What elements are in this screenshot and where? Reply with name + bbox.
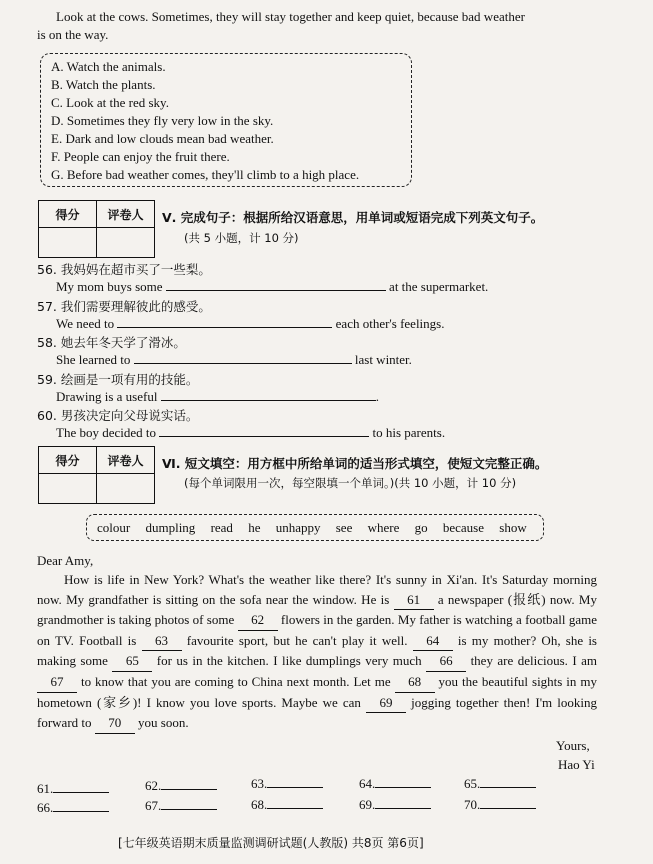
- section-6-title: Ⅵ. 短文填空：用方框中所给单词的适当形式填空，使短文完整正确。: [162, 456, 548, 471]
- answer-line[interactable]: [480, 776, 536, 788]
- answer-line[interactable]: [267, 776, 323, 788]
- intro-line-2: is on the way.: [37, 27, 109, 42]
- answer-67: 67.: [145, 798, 217, 814]
- item-58-cn: 58. 她去年冬天学了滑冰。: [37, 335, 186, 350]
- answer-line[interactable]: [161, 798, 217, 810]
- item-56-cn: 56. 我妈妈在超市买了一些梨。: [37, 262, 211, 277]
- letter-body: How is life in New York? What's the weather like there? It's sunny in Xi'an. It's Saturday morning now. My grandfather is sitting on the sofa near the window. He is 61 a newspaper (报纸) now. My grandmother is taking photos of some 62 flowers in the garden. My father is watching a football game on TV. Football is 63 favourite sport, but he can't play it well. 64 is my mother? Oh, she is making some 65 for us in the kitchen. I like dumplings very much 66 they are delicious. I am 67 to know that you are coming to China next month. Let me 68 you the beautiful sights in my hometown (家乡)! I know you love sports. Maybe we can 69 jogging together then! I'm looking forward to 70 you soon.: [37, 570, 597, 734]
- blank-64[interactable]: 64: [413, 631, 453, 652]
- section-5-title: Ⅴ. 完成句子：根据所给汉语意思，用单词或短语完成下列英文句子。: [162, 210, 544, 225]
- blank-62[interactable]: 62: [238, 610, 278, 631]
- answer-70: 70.: [464, 797, 536, 813]
- word: colour: [97, 520, 131, 535]
- word: unhappy: [275, 520, 321, 535]
- option-c: C. Look at the red sky.: [51, 95, 169, 110]
- option-f: F. People can enjoy the fruit there.: [51, 149, 230, 164]
- blank-70[interactable]: 70: [95, 713, 135, 734]
- item-59-cn: 59. 绘画是一项有用的技能。: [37, 372, 199, 387]
- item-58-en: She learned to last winter.: [56, 352, 412, 367]
- blank-69[interactable]: 69: [366, 693, 406, 714]
- letter-closing: Yours,: [556, 738, 590, 753]
- blank-56[interactable]: [166, 278, 386, 291]
- word-box: [86, 514, 544, 541]
- word: dumpling: [145, 520, 196, 535]
- answer-line[interactable]: [375, 776, 431, 788]
- item-56-en: My mom buys some at the supermarket.: [56, 279, 489, 294]
- blank-65[interactable]: 65: [112, 651, 152, 672]
- score-cell[interactable]: [39, 228, 97, 258]
- word: go: [414, 520, 428, 535]
- answer-63: 63.: [251, 776, 323, 792]
- answer-69: 69.: [359, 797, 431, 813]
- blank-59[interactable]: [161, 388, 376, 401]
- option-b: B. Watch the plants.: [51, 77, 156, 92]
- blank-61[interactable]: 61: [394, 590, 434, 611]
- letter-greeting: Dear Amy,: [37, 553, 94, 568]
- blank-57[interactable]: [117, 315, 332, 328]
- item-60-en: The boy decided to to his parents.: [56, 425, 446, 440]
- score-table-5: [38, 200, 155, 258]
- answer-line[interactable]: [161, 778, 217, 790]
- answer-68: 68.: [251, 797, 323, 813]
- score-table-6: [38, 446, 155, 504]
- answer-66: 66.: [37, 800, 109, 816]
- section-6-subtitle: (每个单词限用一次，每空限填一个单词。)(共 10 小题，计 10 分): [184, 476, 517, 490]
- item-59-en: Drawing is a useful .: [56, 389, 379, 404]
- option-a: A. Watch the animals.: [51, 59, 166, 74]
- grader-cell[interactable]: [97, 228, 155, 258]
- answer-line[interactable]: [53, 800, 109, 812]
- answer-62: 62.: [145, 778, 217, 794]
- blank-58[interactable]: [134, 351, 352, 364]
- option-d: D. Sometimes they fly very low in the sky.: [51, 113, 274, 128]
- section-5-subtitle: (共 5 小题，计 10 分): [184, 231, 299, 245]
- option-g: G. Before bad weather comes, they'll climb to a high place.: [51, 167, 360, 182]
- answer-65: 65.: [464, 776, 536, 792]
- word: show: [499, 520, 527, 535]
- answer-line[interactable]: [480, 797, 536, 809]
- answer-61: 61.: [37, 781, 109, 797]
- option-e: E. Dark and low clouds mean bad weather.: [51, 131, 274, 146]
- item-60-cn: 60. 男孩决定向父母说实话。: [37, 408, 199, 423]
- page-footer: [七年级英语期末质量监测调研试题(人教版) 共8页 第6页]: [118, 836, 424, 850]
- intro-line-1: Look at the cows. Sometimes, they will stay together and keep quiet, because bad weather: [56, 9, 525, 24]
- word: he: [248, 520, 261, 535]
- item-57-en: We need to each other's feelings.: [56, 316, 445, 331]
- word: where: [367, 520, 400, 535]
- score-label: 得分: [39, 201, 97, 228]
- letter-signature: Hao Yi: [558, 757, 595, 772]
- blank-63[interactable]: 63: [142, 631, 182, 652]
- item-57-cn: 57. 我们需要理解彼此的感受。: [37, 299, 211, 314]
- word: because: [442, 520, 485, 535]
- answer-line[interactable]: [53, 781, 109, 793]
- grader-label: 评卷人: [97, 201, 155, 228]
- grader-cell[interactable]: [97, 474, 155, 504]
- answer-64: 64.: [359, 776, 431, 792]
- options-box: [40, 53, 412, 187]
- blank-68[interactable]: 68: [395, 672, 435, 693]
- answer-line[interactable]: [375, 797, 431, 809]
- blank-66[interactable]: 66: [426, 651, 466, 672]
- blank-67[interactable]: 67: [37, 672, 77, 693]
- answer-line[interactable]: [267, 797, 323, 809]
- score-cell[interactable]: [39, 474, 97, 504]
- word: see: [335, 520, 353, 535]
- grader-label: 评卷人: [97, 447, 155, 474]
- word: read: [210, 520, 233, 535]
- score-label: 得分: [39, 447, 97, 474]
- blank-60[interactable]: [159, 424, 369, 437]
